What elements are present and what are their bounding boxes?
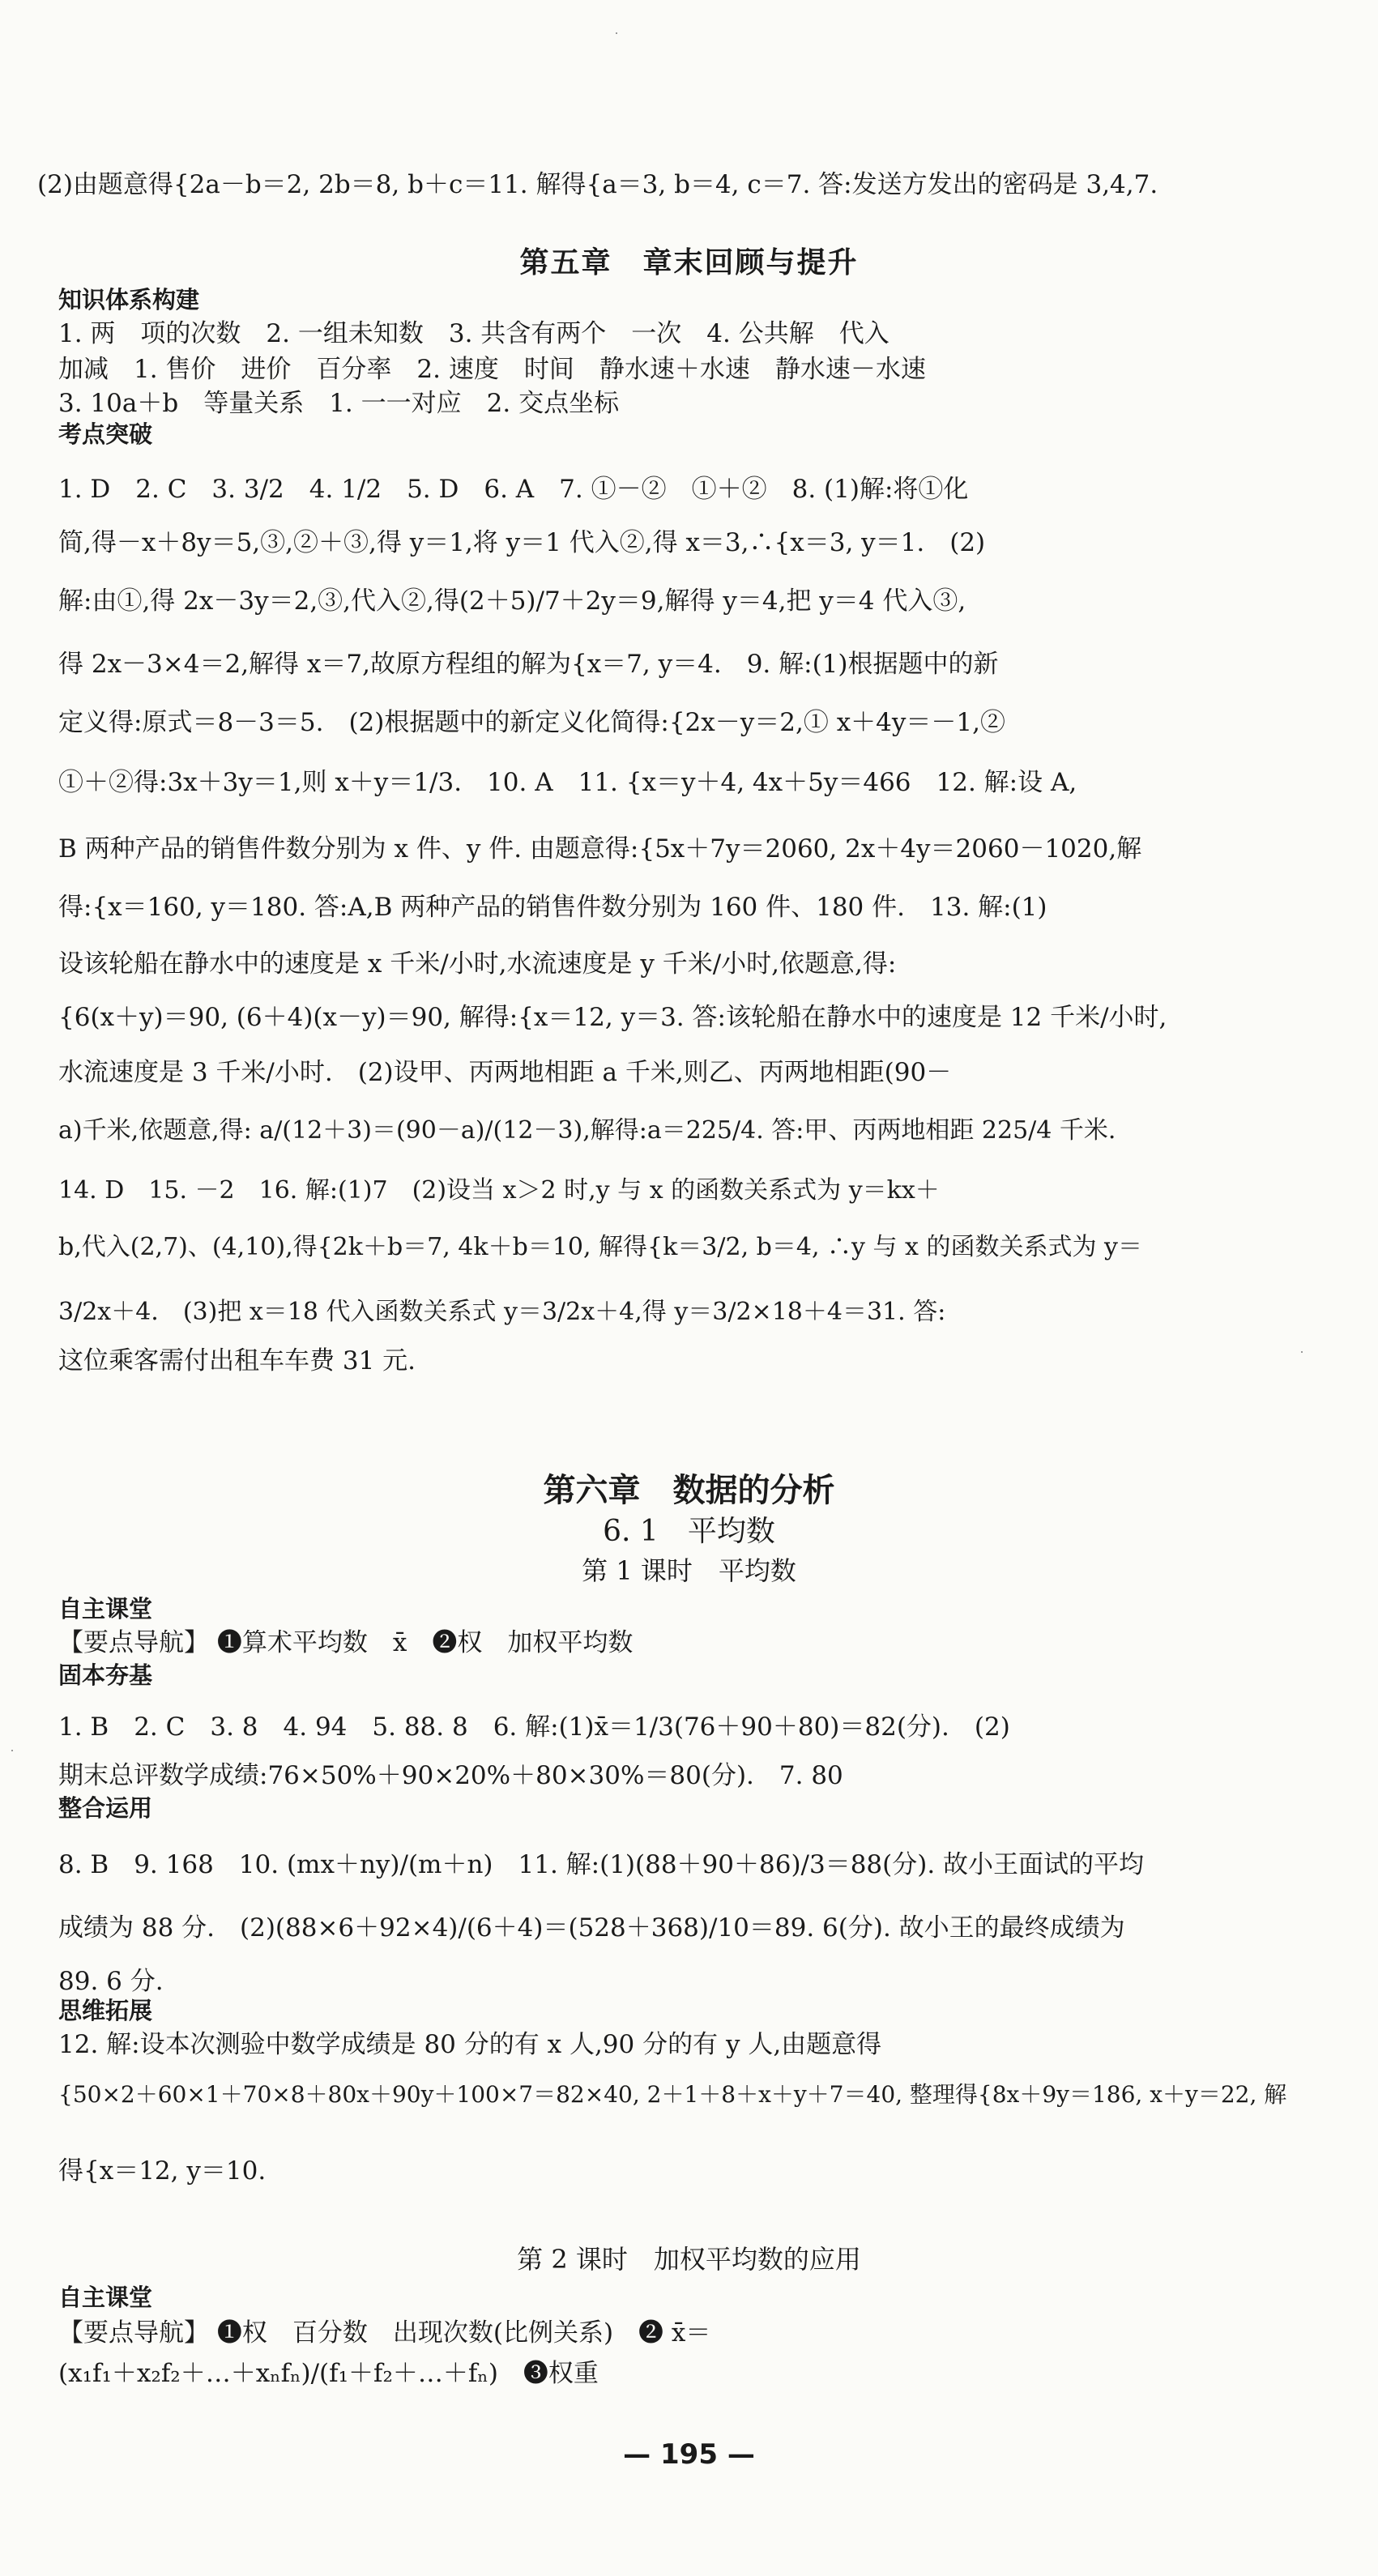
answer-line: 12. 解:设本次测验中数学成绩是 80 分的有 x 人,90 分的有 y 人,由题意得 (58, 2030, 882, 2059)
answer-line: 14. D 15. －2 16. 解:(1)7 (2)设当 x＞2 时,y 与 x 的函数关系式为 y＝kx＋ (58, 1176, 940, 1205)
section-heading: 思维拓展 (58, 1997, 153, 2024)
answer-line: {6(x＋y)＝90, (6＋4)(x－y)＝90, 解得:{x＝12, y＝3. 答:该轮船在静水中的速度是 12 千米/小时, (58, 1003, 1167, 1032)
answer-line: 1. B 2. C 3. 8 4. 94 5. 88. 8 6. 解:(1)x̄＝1/3(76＋90＋80)＝82(分). (2) (58, 1712, 1010, 1742)
answer-line: 89. 6 分. (58, 1967, 164, 1996)
answer-line: 成绩为 88 分. (2)(88×6＋92×4)/(6＋4)＝(528＋368)/10＝89. 6(分). 故小王的最终成绩为 (58, 1913, 1125, 1943)
answer-line: 得 2x－3×4＝2,解得 x＝7,故原方程组的解为{x＝7, y＝4. 9. 解:(1)根据题中的新 (58, 650, 999, 679)
scan-speck (1301, 1351, 1303, 1353)
scan-speck (616, 32, 617, 34)
answer-line: ①＋②得:3x＋3y＝1,则 x＋y＝1/3. 10. A 11. {x＝y＋4, 4x＋5y＝466 12. 解:设 A, (58, 768, 1077, 797)
answer-line: {50×2＋60×1＋70×8＋80x＋90y＋100×7＝82×40, 2＋1＋8＋x＋y＋7＝40, 整理得{8x＋9y＝186, x＋y＝22, 解 (58, 2081, 1287, 2108)
answer-line: (2)由题意得{2a－b＝2, 2b＝8, b＋c＝11. 解得{a＝3, b＝4, c＝7. 答:发送方发出的密码是 3,4,7. (37, 170, 1158, 199)
answer-line: B 两种产品的销售件数分别为 x 件、y 件. 由题意得:{5x＋7y＝2060, 2x＋4y＝2060－1020,解 (58, 834, 1142, 864)
answer-line: 定义得:原式＝8－3＝5. (2)根据题中的新定义化简得:{2x－y＝2,① x＋4y＝－1,② (58, 708, 1005, 737)
answer-line: 解:由①,得 2x－3y＝2,③,代入②,得(2＋5)/7＋2y＝9,解得 y＝4,把 y＝4 代入③, (58, 586, 966, 616)
section-heading: 整合运用 (58, 1794, 153, 1822)
key-points-line: (x₁f₁＋x₂f₂＋…＋xₙfₙ)/(f₁＋f₂＋…＋fₙ) ❸权重 (58, 2359, 599, 2388)
answer-line: 8. B 9. 168 10. (mx＋ny)/(m＋n) 11. 解:(1)(88＋90＋86)/3＝88(分). 故小王面试的平均 (58, 1850, 1145, 1879)
key-points-line: 【要点导航】 ❶权 百分数 出现次数(比例关系) ❷ x̄＝ (58, 2318, 711, 2348)
answer-line: 3/2x＋4. (3)把 x＝18 代入函数关系式 y＝3/2x＋4,得 y＝3/2×18＋4＝31. 答: (58, 1298, 946, 1326)
answer-line: 得:{x＝160, y＝180. 答:A,B 两种产品的销售件数分别为 160 件、180 件. 13. 解:(1) (58, 893, 1047, 922)
answer-line: 得{x＝12, y＝10. (58, 2156, 267, 2186)
answer-line: 1. D 2. C 3. 3/2 4. 1/2 5. D 6. A 7. ①－② ①＋② 8. (1)解:将①化 (58, 475, 969, 504)
section-heading: 知识体系构建 (58, 286, 200, 313)
answer-line: b,代入(2,7)、(4,10),得{2k＋b＝7, 4k＋b＝10, 解得{k＝3/2, b＝4, ∴y 与 x 的函数关系式为 y＝ (58, 1233, 1142, 1261)
key-points-line: 【要点导航】 ❶算术平均数 x̄ ❷权 加权平均数 (58, 1628, 634, 1657)
lesson-title: 第 1 课时 平均数 (582, 1555, 796, 1586)
answer-line: 设该轮船在静水中的速度是 x 千米/小时,水流速度是 y 千米/小时,依题意,得: (58, 949, 897, 979)
answer-line: 期末总评数学成绩:76×50%＋90×20%＋80×30%＝80(分). 7. 80 (58, 1761, 843, 1790)
answer-line: 这位乘客需付出租车车费 31 元. (58, 1346, 416, 1375)
answer-line: 1. 两 项的次数 2. 一组未知数 3. 共含有两个 一次 4. 公共解 代入 (58, 319, 890, 348)
answer-line: a)千米,依题意,得: a/(12＋3)＝(90－a)/(12－3),解得:a＝225/4. 答:甲、丙两地相距 225/4 千米. (58, 1116, 1116, 1145)
answer-line: 3. 10a＋b 等量关系 1. 一一对应 2. 交点坐标 (58, 389, 620, 418)
answer-line: 水流速度是 3 千米/小时. (2)设甲、丙两地相距 a 千米,则乙、丙两地相距(90－ (58, 1058, 952, 1087)
subsection-title: 6. 1 平均数 (603, 1515, 775, 1548)
chapter-title: 第六章 数据的分析 (543, 1472, 835, 1509)
section-heading: 考点突破 (58, 420, 153, 448)
section-heading: 自主课堂 (58, 1595, 153, 1623)
section-heading: 固本夯基 (58, 1661, 153, 1689)
answer-line: 简,得－x＋8y＝5,③,②＋③,得 y＝1,将 y＝1 代入②,得 x＝3,∴{x＝3, y＝1. (2) (58, 528, 986, 557)
section-heading: 自主课堂 (58, 2284, 153, 2311)
answer-line: 加减 1. 售价 进价 百分率 2. 速度 时间 静水速＋水速 静水速－水速 (58, 355, 926, 384)
page-number: — 195 — (623, 2438, 755, 2471)
chapter-title: 第五章 章末回顾与提升 (519, 246, 859, 279)
lesson-title: 第 2 课时 加权平均数的应用 (517, 2244, 861, 2275)
scan-speck (11, 1750, 13, 1751)
